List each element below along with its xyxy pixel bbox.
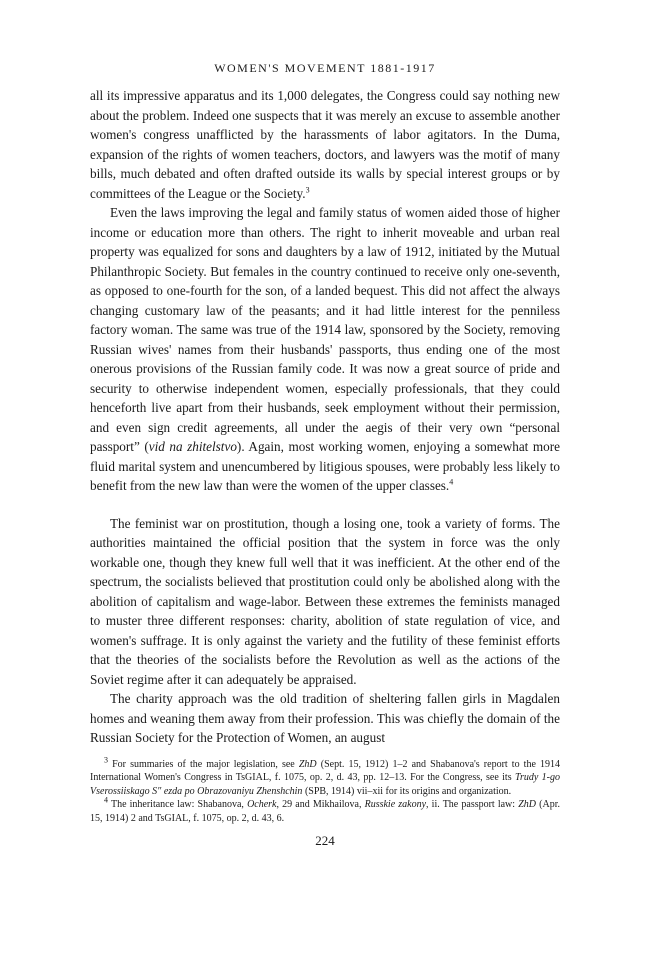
- footnote-4: $^4$ The inheritance law: Shabanova, Ocherk, 29 and Mikhailova, Russkie zakony, ii. The passport law: ZhD (Apr. 15, 1914) 2 and TsGIAL, f. 1075, op. 2, d. 43, 6.: [90, 795, 560, 824]
- footnotes: [90, 755, 560, 826]
- book-page: [90, 60, 560, 940]
- footnote-ref-4: 4: [449, 477, 454, 487]
- footnote-ref-3: 3: [305, 185, 310, 195]
- running-head: WOMEN'S MOVEMENT 1881-1917: [214, 61, 436, 75]
- body-text: [90, 86, 560, 748]
- paragraph-1: all its impressive apparatus and its 1,000 delegates, the Congress could say nothing new about the problem. Indeed one suspects that it was merely an excuse to assemble another women's congress unafflicted by the harassments of labor agitators. In the Duma, expansion of the rights of women teachers, doctors, and lawyers was the motif of many bills, much debated and often drafted outside its walls by special interest groups or by committees of the League or the Society.$^3$: [90, 88, 560, 201]
- footnote-3: $^3$ For summaries of the major legislation, see ZhD (Sept. 15, 1912) 1–2 and Shabanova's report to the 1914 International Women's Congress in TsGIAL, f. 1075, op. 2, d. 43, pp. 12–13. For the Congress, see its Trudy 1-go Vserossiiskago S" ezda po Obrazovaniyu Zhenshchin (SPB, 1914) vii–xii for its origins and organization.: [90, 755, 560, 797]
- paragraph-2: Even the laws improving the legal and family status of women aided those of higher income or education more than others. The right to inherit moveable and urban real property was equalized for sons and daughters by a law of 1912, initiated by the Mutual Philanthropic Society. But females in the country continued to receive only one-seventh, as opposed to one-fourth for the son, of a landed bequest. This did not affect the always changing customary law of the peasants; and it had little interest for the penniless factory woman. The same was true of the 1914 law, sponsored by the Society, removing Russian wives' names from their husbands' passports, thus ending one of the most onerous provisions of the Russian family code. It was now a great source of pride and security to otherwise independent women, especially professionals, that they could henceforth live apart from their husbands, seek employment without their permission, and even sign credit agreements, all under the aegis of their very own “personal passport” (vid na zhitelstvo). Again, most working women, enjoying a somewhat more fluid marital system and unencumbered by litigious spouses, were probably less likely to benefit from the new law than were the women of the upper classes.$^4$: [90, 205, 560, 493]
- paragraph-3: The feminist war on prostitution, though a losing one, took a variety of forms. The authorities maintained the official position that the system in force was the only workable one, though they knew full well that it was inefficient. At the other end of the spectrum, the socialists believed that prostitution could only be abolished along with the abolition of capitalism and wage-labor. Between these extremes the feminists managed to muster three different responses: charity, abolition of state regulation of vice, and women's suffrage. It is only against the variety and the futility of these feminist efforts that the theories of the socialists before the Revolution as well as the actions of the Soviet regime after it can adequately be appraised.: [90, 515, 560, 687]
- page-number: 224: [315, 833, 335, 848]
- paragraph-4: The charity approach was the old tradition of sheltering fallen girls in Magdalen homes and weaning them away from their profession. This was chiefly the domain of the Russian Society for the Protection of Women, an august: [90, 691, 560, 745]
- section-break: [90, 496, 560, 514]
